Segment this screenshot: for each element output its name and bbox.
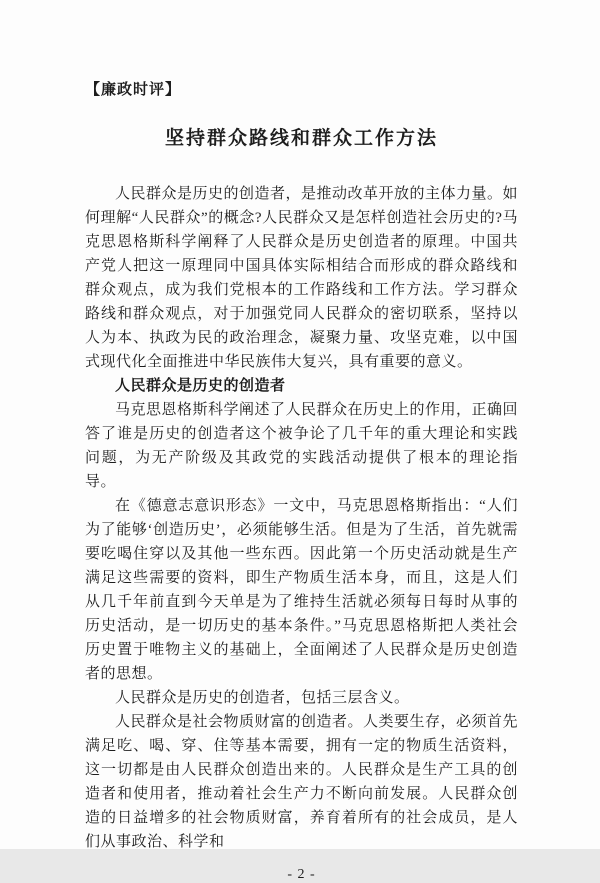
section-heading: 人民群众是历史的创造者	[115, 378, 286, 394]
paragraph: 人民群众是历史的创造者，包括三层含义。	[115, 690, 410, 706]
paragraph: 在《德意志意识形态》一文中，马克思恩格斯指出：“人们为了能够‘创造历史’，必须能够生活。但是为了生活，首先就需要吃喝住穿以及其他一些东西。因此第一个历史活动就是生产满足这些需要的资料，即生产物质生活本身，而且，这是人们从几千年前直到今天单是为了维持生活就必须每日每时从事的历史活动，是一切历史的基本条件。”马克思恩格斯把人类社会历史置于唯物主义的基础上，全面阐述了人民群众是历史创造者的思想。	[85, 498, 518, 682]
document-body	[85, 182, 518, 854]
paragraph: 人民群众是社会物质财富的创造者。人类要生存，必须首先满足吃、喝、穿、住等基本需要，拥有一定的物质生活资料，这一切都是由人民群众创造出来的。人民群众是生产工具的创造者和使用者，推动着社会生产力不断向前发展。人民群众创造的日益增多的社会物质财富，养育着所有的社会成员，是人们从事政治、科学和	[85, 714, 519, 850]
page-number: - 2 -	[287, 867, 316, 882]
document-title: 坚持群众路线和群众工作方法	[164, 128, 438, 149]
paragraph: 马克思恩格斯科学阐述了人民群众在历史上的作用，正确回答了谁是历史的创造者这个被争论了几千年的重大理论和实践问题，为无产阶级及其政党的实践活动提供了根本的理论指导。	[85, 402, 519, 490]
paragraph: 人民群众是历史的创造者，是推动改革开放的主体力量。如何理解“人民群众”的概念?人民群众又是怎样创造社会历史的?马克思恩格斯科学阐释了人民群众是历史创造者的原理。中国共产党人把这一原理同中国具体实际相结合而形成的群众路线和群众观点，成为我们党根本的工作路线和工作方法。学习群众路线和群众观点，对于加强党同人民群众的密切联系，坚持以人为本、执政为民的政治理念，凝聚力量、攻坚克难，以中国式现代化全面推进中华民族伟大复兴，具有重要的意义。	[85, 186, 519, 370]
column-tag: 【廉政时评】	[85, 82, 182, 98]
